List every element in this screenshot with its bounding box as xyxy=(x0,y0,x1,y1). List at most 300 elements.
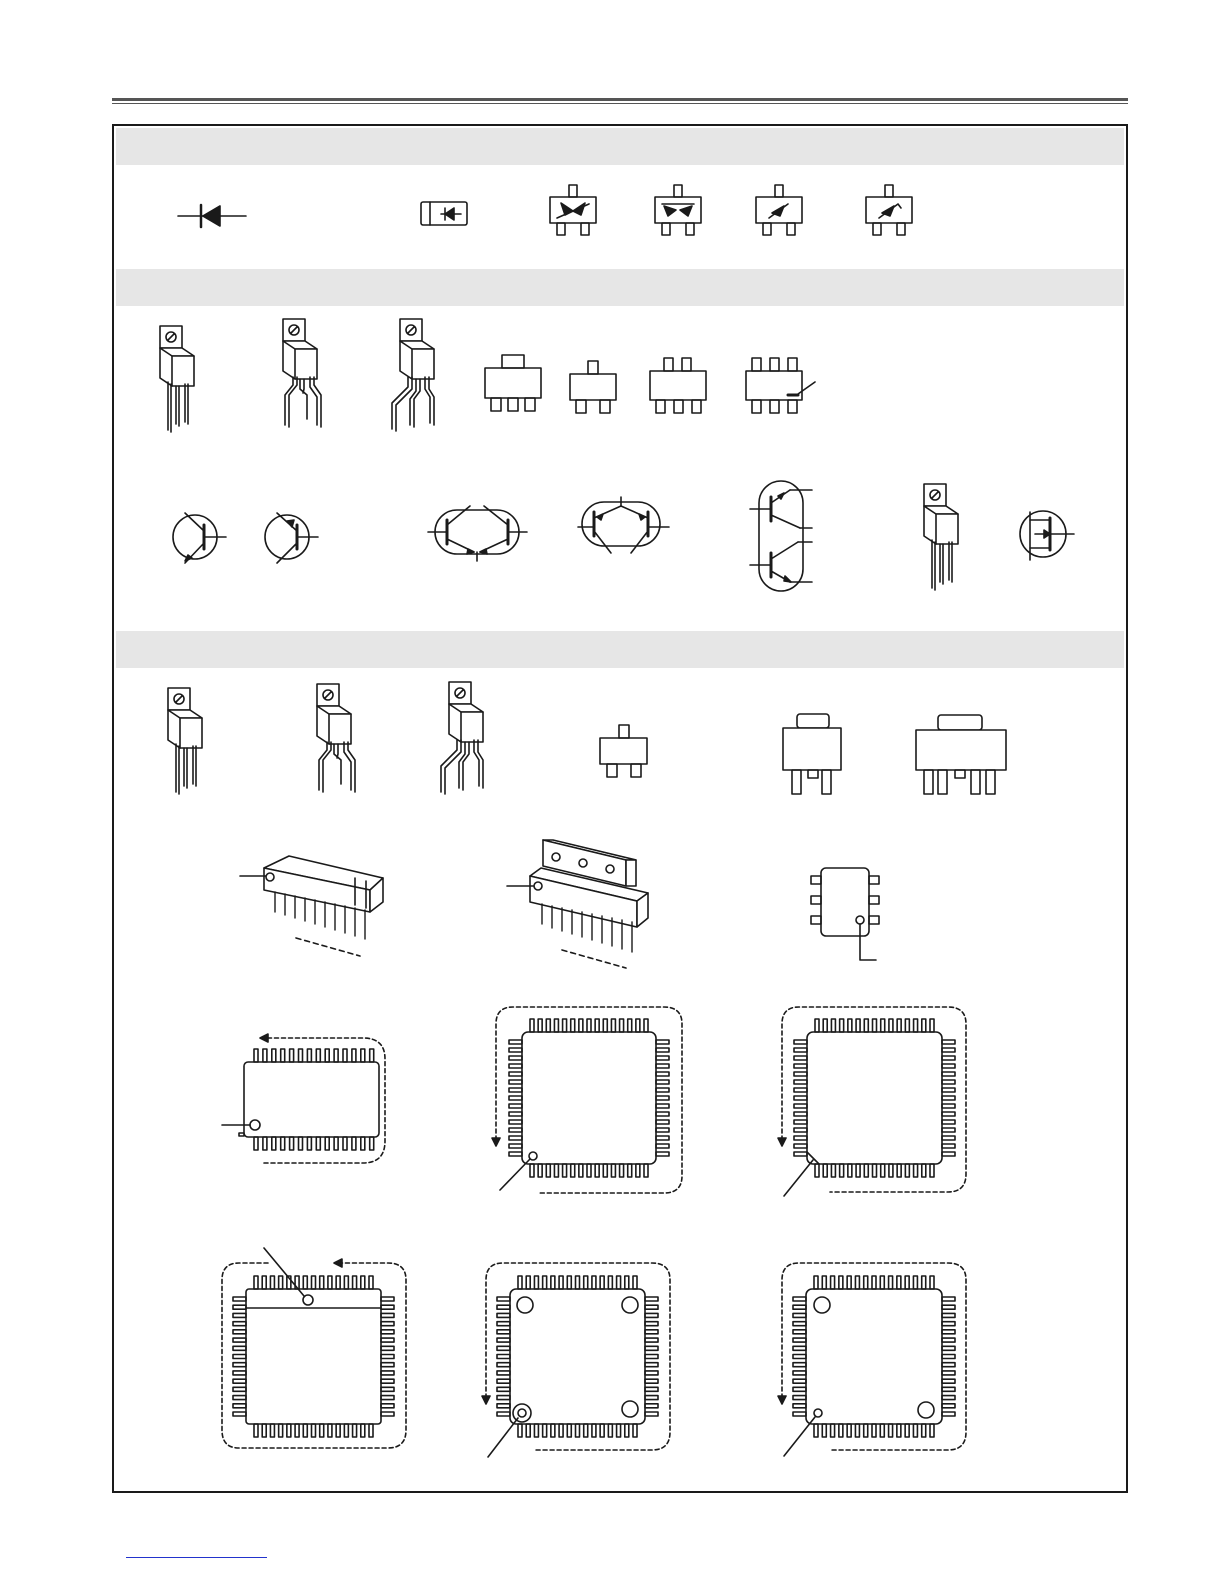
ic-pin xyxy=(942,1297,955,1301)
qfp-ic-icon xyxy=(222,1248,406,1448)
ic-pin xyxy=(600,1424,604,1437)
ic-pin xyxy=(823,1019,827,1032)
ic-pin xyxy=(554,1019,558,1032)
ic-pin xyxy=(497,1297,510,1301)
ic-pin xyxy=(281,1137,285,1150)
ic-pin xyxy=(942,1104,955,1108)
ic-pin xyxy=(530,1164,534,1177)
ic-pin xyxy=(497,1412,510,1416)
ic-pin xyxy=(880,1276,884,1289)
ic-pin xyxy=(633,1276,637,1289)
ic-pin xyxy=(233,1297,246,1301)
ic-pin xyxy=(942,1040,955,1044)
ic-pin xyxy=(551,1424,555,1437)
ic-pin xyxy=(233,1412,246,1416)
ic-pin xyxy=(233,1330,246,1334)
ic-pin xyxy=(633,1424,637,1437)
sot23-package-icon xyxy=(570,361,616,413)
ic-pin xyxy=(543,1424,547,1437)
ic-pin xyxy=(509,1144,522,1148)
ic-pin xyxy=(611,1019,615,1032)
qfp-ic-icon xyxy=(778,1263,966,1456)
ic-pin xyxy=(325,1137,329,1150)
ic-pin xyxy=(636,1164,640,1177)
ic-pin xyxy=(905,1276,909,1289)
ic-pin xyxy=(352,1049,356,1062)
ic-pin xyxy=(509,1104,522,1108)
ic-pin xyxy=(295,1424,299,1437)
ic-pin xyxy=(497,1313,510,1317)
ic-pin xyxy=(942,1056,955,1060)
ic-pin xyxy=(233,1355,246,1359)
ic-pin xyxy=(279,1424,283,1437)
ic-pin xyxy=(325,1049,329,1062)
ic-pin xyxy=(823,1164,827,1177)
ic-pin xyxy=(534,1276,538,1289)
ic-pin xyxy=(509,1112,522,1116)
ic-pin xyxy=(914,1019,918,1032)
ic-pin xyxy=(645,1412,658,1416)
ic-pin xyxy=(518,1276,522,1289)
ic-pin xyxy=(839,1424,843,1437)
ic-pin xyxy=(794,1080,807,1084)
ic-pin xyxy=(942,1305,955,1309)
ic-pin xyxy=(567,1424,571,1437)
to220-package-icon xyxy=(392,319,434,431)
ic-pin xyxy=(645,1371,658,1375)
ic-pin xyxy=(509,1056,522,1060)
ic-pin xyxy=(303,1276,307,1289)
ic-pin xyxy=(381,1330,394,1334)
ic-pin xyxy=(361,1424,365,1437)
ic-pin xyxy=(793,1371,806,1375)
ic-pin xyxy=(645,1297,658,1301)
ic-pin xyxy=(881,1019,885,1032)
to220-package-icon xyxy=(283,319,321,427)
dual-transistor-vertical-icon xyxy=(750,481,812,591)
ic-pin xyxy=(942,1128,955,1132)
ic-pin xyxy=(299,1049,303,1062)
ic-pin xyxy=(312,1276,316,1289)
ic-pin xyxy=(497,1338,510,1342)
ic-pin xyxy=(328,1424,332,1437)
ic-pin xyxy=(864,1019,868,1032)
ic-pin xyxy=(897,1164,901,1177)
ic-pin xyxy=(546,1019,550,1032)
ic-pin xyxy=(889,1164,893,1177)
ic-pin xyxy=(794,1112,807,1116)
footer-link-underline[interactable] xyxy=(126,1557,267,1558)
ic-pin xyxy=(794,1040,807,1044)
ic-pin xyxy=(831,1276,835,1289)
ic-pin xyxy=(361,1049,365,1062)
ic-pin xyxy=(576,1276,580,1289)
ic-pin xyxy=(645,1322,658,1326)
ic-pin xyxy=(233,1313,246,1317)
ic-pin xyxy=(509,1080,522,1084)
ic-pin xyxy=(873,1019,877,1032)
ic-pin xyxy=(628,1164,632,1177)
ic-pin xyxy=(534,1424,538,1437)
sot-single-diode-icon xyxy=(756,185,802,235)
ic-pin xyxy=(509,1128,522,1132)
ic-pin xyxy=(897,1019,901,1032)
ic-pin xyxy=(563,1019,567,1032)
ic-pin xyxy=(656,1088,669,1092)
ic-pin xyxy=(839,1276,843,1289)
ic-pin xyxy=(913,1276,917,1289)
ic-pin xyxy=(793,1355,806,1359)
ic-pin xyxy=(656,1112,669,1116)
ic-pin xyxy=(336,1424,340,1437)
ic-pin xyxy=(942,1412,955,1416)
ic-pin xyxy=(579,1019,583,1032)
ic-pin xyxy=(595,1164,599,1177)
ic-pin xyxy=(942,1404,955,1408)
ic-pin xyxy=(611,1164,615,1177)
ic-pin xyxy=(656,1152,669,1156)
ic-pin xyxy=(847,1276,851,1289)
ic-pin xyxy=(942,1096,955,1100)
ic-pin xyxy=(645,1379,658,1383)
ic-pin xyxy=(645,1363,658,1367)
ic-pin xyxy=(794,1056,807,1060)
sip-ic-icon xyxy=(240,856,383,956)
ic-pin xyxy=(353,1276,357,1289)
sot23-package-icon xyxy=(600,725,647,777)
ic-pin xyxy=(793,1346,806,1350)
ic-pin xyxy=(815,1019,819,1032)
to220-package-icon xyxy=(168,688,202,794)
ic-pin xyxy=(793,1404,806,1408)
sot-dual-diode-icon xyxy=(655,185,701,235)
ic-pin xyxy=(942,1080,955,1084)
ic-pin xyxy=(381,1355,394,1359)
ic-pin xyxy=(509,1096,522,1100)
ic-pin xyxy=(518,1424,522,1437)
ic-pin xyxy=(497,1404,510,1408)
dual-npn-transistor-icon xyxy=(428,506,527,561)
ic-pin xyxy=(538,1164,542,1177)
ic-pin xyxy=(942,1363,955,1367)
ic-pin xyxy=(497,1396,510,1400)
ic-pin xyxy=(656,1080,669,1084)
ic-pin xyxy=(608,1276,612,1289)
ic-pin xyxy=(856,1019,860,1032)
ic-pin xyxy=(538,1019,542,1032)
ic-pin xyxy=(628,1019,632,1032)
ic-pin xyxy=(361,1276,365,1289)
ic-pin xyxy=(526,1424,530,1437)
ic-pin xyxy=(625,1424,629,1437)
ic-pin xyxy=(497,1379,510,1383)
ic-pin xyxy=(793,1412,806,1416)
dpak-package-icon xyxy=(783,714,841,794)
ic-pin xyxy=(793,1396,806,1400)
ic-pin xyxy=(497,1371,510,1375)
ic-pin xyxy=(848,1019,852,1032)
ic-pin xyxy=(571,1019,575,1032)
ic-pin xyxy=(279,1276,283,1289)
ic-pin xyxy=(254,1049,258,1062)
ic-pin xyxy=(262,1276,266,1289)
ic-pin xyxy=(381,1412,394,1416)
ic-pin xyxy=(567,1276,571,1289)
qfp-ic-icon xyxy=(482,1263,670,1457)
ic-pin xyxy=(644,1019,648,1032)
ic-pin xyxy=(254,1424,258,1437)
ic-pin xyxy=(497,1346,510,1350)
ic-pin xyxy=(793,1363,806,1367)
ic-pin xyxy=(361,1137,365,1150)
sot89-package-icon xyxy=(485,355,541,411)
ic-pin xyxy=(290,1049,294,1062)
ic-pin xyxy=(897,1424,901,1437)
ic-pin xyxy=(369,1276,373,1289)
ic-pin xyxy=(509,1152,522,1156)
ic-pin xyxy=(942,1387,955,1391)
ic-pin xyxy=(872,1424,876,1437)
ic-pin xyxy=(584,1424,588,1437)
ic-pin xyxy=(625,1276,629,1289)
ic-pin xyxy=(942,1152,955,1156)
ic-pin xyxy=(233,1322,246,1326)
ic-pin xyxy=(942,1379,955,1383)
ic-pin xyxy=(656,1144,669,1148)
ic-pin xyxy=(381,1363,394,1367)
ic-pin xyxy=(233,1305,246,1309)
ic-pin xyxy=(620,1164,624,1177)
ic-pin xyxy=(509,1136,522,1140)
sot-dual-diode-icon xyxy=(550,185,596,235)
ic-pin xyxy=(942,1048,955,1052)
ic-pin xyxy=(873,1164,877,1177)
ic-pin xyxy=(587,1164,591,1177)
ic-pin xyxy=(942,1346,955,1350)
ic-pin xyxy=(579,1164,583,1177)
ic-pin xyxy=(584,1276,588,1289)
ic-pin xyxy=(942,1396,955,1400)
ic-pin xyxy=(272,1137,276,1150)
ic-pin xyxy=(942,1355,955,1359)
ic-pin xyxy=(794,1128,807,1132)
ic-pin xyxy=(793,1305,806,1309)
ic-pin xyxy=(645,1387,658,1391)
ic-pin xyxy=(509,1120,522,1124)
ic-pin xyxy=(645,1396,658,1400)
ic-pin xyxy=(831,1019,835,1032)
ic-pin xyxy=(889,1276,893,1289)
ic-pin xyxy=(600,1276,604,1289)
ic-pin xyxy=(617,1424,621,1437)
ic-pin xyxy=(942,1072,955,1076)
ic-pin xyxy=(942,1064,955,1068)
ic-pin xyxy=(233,1338,246,1342)
ic-pin xyxy=(336,1276,340,1289)
ic-pin xyxy=(942,1322,955,1326)
ic-pin xyxy=(320,1424,324,1437)
ic-pin xyxy=(922,1424,926,1437)
ic-pin xyxy=(942,1371,955,1375)
ic-pin xyxy=(847,1424,851,1437)
ic-pin xyxy=(794,1152,807,1156)
ic-pin xyxy=(822,1276,826,1289)
ic-pin xyxy=(794,1120,807,1124)
ic-pin xyxy=(551,1276,555,1289)
ic-pin xyxy=(381,1387,394,1391)
ic-pin xyxy=(543,1276,547,1289)
ic-pin xyxy=(497,1330,510,1334)
ic-pin xyxy=(576,1424,580,1437)
ic-pin xyxy=(299,1137,303,1150)
ic-pin xyxy=(312,1424,316,1437)
ic-pin xyxy=(793,1322,806,1326)
ic-pin xyxy=(656,1040,669,1044)
ic-pin xyxy=(840,1164,844,1177)
ic-pin xyxy=(270,1424,274,1437)
ic-pin xyxy=(334,1137,338,1150)
ic-pin xyxy=(645,1355,658,1359)
ic-pin xyxy=(793,1387,806,1391)
ic-pin xyxy=(303,1424,307,1437)
ic-pin xyxy=(563,1164,567,1177)
ic-pin xyxy=(942,1144,955,1148)
ic-pin xyxy=(942,1120,955,1124)
ic-pin xyxy=(233,1379,246,1383)
ic-pin xyxy=(930,1424,934,1437)
ic-pin xyxy=(353,1424,357,1437)
ic-pin xyxy=(942,1313,955,1317)
pnp-transistor-icon xyxy=(265,513,318,563)
ic-pin xyxy=(343,1137,347,1150)
ic-pin xyxy=(864,1164,868,1177)
ic-pin xyxy=(233,1346,246,1350)
ic-pin xyxy=(864,1424,868,1437)
qfp-ic-icon xyxy=(492,1007,682,1193)
ic-pin xyxy=(794,1104,807,1108)
ic-pin xyxy=(914,1164,918,1177)
ic-pin xyxy=(881,1164,885,1177)
ic-pin xyxy=(497,1363,510,1367)
qfp-ic-icon xyxy=(778,1007,966,1196)
ic-pin xyxy=(793,1338,806,1342)
ic-pin xyxy=(620,1019,624,1032)
ic-pin xyxy=(645,1338,658,1342)
ic-pin xyxy=(608,1424,612,1437)
ic-pin xyxy=(344,1276,348,1289)
d2pak-package-icon xyxy=(916,715,1006,794)
ic-pin xyxy=(793,1313,806,1317)
ic-pin xyxy=(344,1424,348,1437)
ic-pin xyxy=(794,1096,807,1100)
ic-pin xyxy=(559,1276,563,1289)
ic-pin xyxy=(905,1164,909,1177)
ic-pin xyxy=(656,1064,669,1068)
ic-pin xyxy=(290,1137,294,1150)
sot-6pin-package-icon xyxy=(746,358,815,413)
ic-pin xyxy=(559,1424,563,1437)
ic-pin xyxy=(872,1276,876,1289)
diode-chip-icon xyxy=(421,202,467,225)
ic-pin xyxy=(603,1164,607,1177)
ic-pin xyxy=(287,1424,291,1437)
ic-pin xyxy=(530,1019,534,1032)
ic-pin xyxy=(822,1424,826,1437)
ic-pin xyxy=(942,1330,955,1334)
ic-pin xyxy=(922,1164,926,1177)
ic-pin xyxy=(656,1056,669,1060)
ic-pin xyxy=(381,1313,394,1317)
ic-pin xyxy=(897,1276,901,1289)
ic-pin xyxy=(930,1164,934,1177)
ic-pin xyxy=(815,1164,819,1177)
ic-pin xyxy=(509,1072,522,1076)
ic-pin xyxy=(497,1355,510,1359)
ic-pin xyxy=(526,1276,530,1289)
ic-pin xyxy=(592,1424,596,1437)
ic-pin xyxy=(794,1048,807,1052)
ic-pin xyxy=(546,1164,550,1177)
ic-pin xyxy=(794,1088,807,1092)
ic-pin xyxy=(281,1049,285,1062)
diode-symbol-icon xyxy=(178,205,246,227)
ic-pin xyxy=(307,1049,311,1062)
ic-pin xyxy=(352,1137,356,1150)
ic-pin xyxy=(370,1049,374,1062)
ic-pin xyxy=(930,1019,934,1032)
ic-pin xyxy=(370,1137,374,1150)
to220-package-icon xyxy=(317,684,355,792)
ic-pin xyxy=(233,1363,246,1367)
ic-pin xyxy=(571,1164,575,1177)
ic-pin xyxy=(497,1305,510,1309)
fet-transistor-icon xyxy=(1020,511,1074,560)
to220-package-icon xyxy=(160,326,194,432)
ic-pin xyxy=(617,1276,621,1289)
ic-pin xyxy=(603,1019,607,1032)
ic-pin xyxy=(509,1048,522,1052)
ic-pin xyxy=(328,1276,332,1289)
ic-pin xyxy=(645,1346,658,1350)
npn-transistor-icon xyxy=(173,513,226,563)
ic-pin xyxy=(497,1322,510,1326)
ic-pin xyxy=(656,1048,669,1052)
ic-pin xyxy=(656,1096,669,1100)
ic-pin xyxy=(381,1305,394,1309)
ic-pin xyxy=(656,1120,669,1124)
ic-pin xyxy=(831,1424,835,1437)
ic-pin xyxy=(889,1019,893,1032)
sot-zener-diode-icon xyxy=(866,185,912,235)
ic-pin xyxy=(645,1313,658,1317)
ic-pin xyxy=(272,1049,276,1062)
ic-pin xyxy=(840,1019,844,1032)
ic-pin xyxy=(905,1019,909,1032)
ic-pin xyxy=(381,1396,394,1400)
ic-pin xyxy=(262,1424,266,1437)
ic-pin xyxy=(922,1276,926,1289)
ic-pin xyxy=(856,1164,860,1177)
ic-pin xyxy=(369,1424,373,1437)
ic-pin xyxy=(263,1137,267,1150)
ic-pin xyxy=(509,1088,522,1092)
soic-6pin-ic-icon xyxy=(811,868,879,960)
ic-pin xyxy=(307,1137,311,1150)
ic-pin xyxy=(381,1297,394,1301)
ic-pin xyxy=(263,1049,267,1062)
ic-pin xyxy=(794,1136,807,1140)
ic-pin xyxy=(880,1424,884,1437)
